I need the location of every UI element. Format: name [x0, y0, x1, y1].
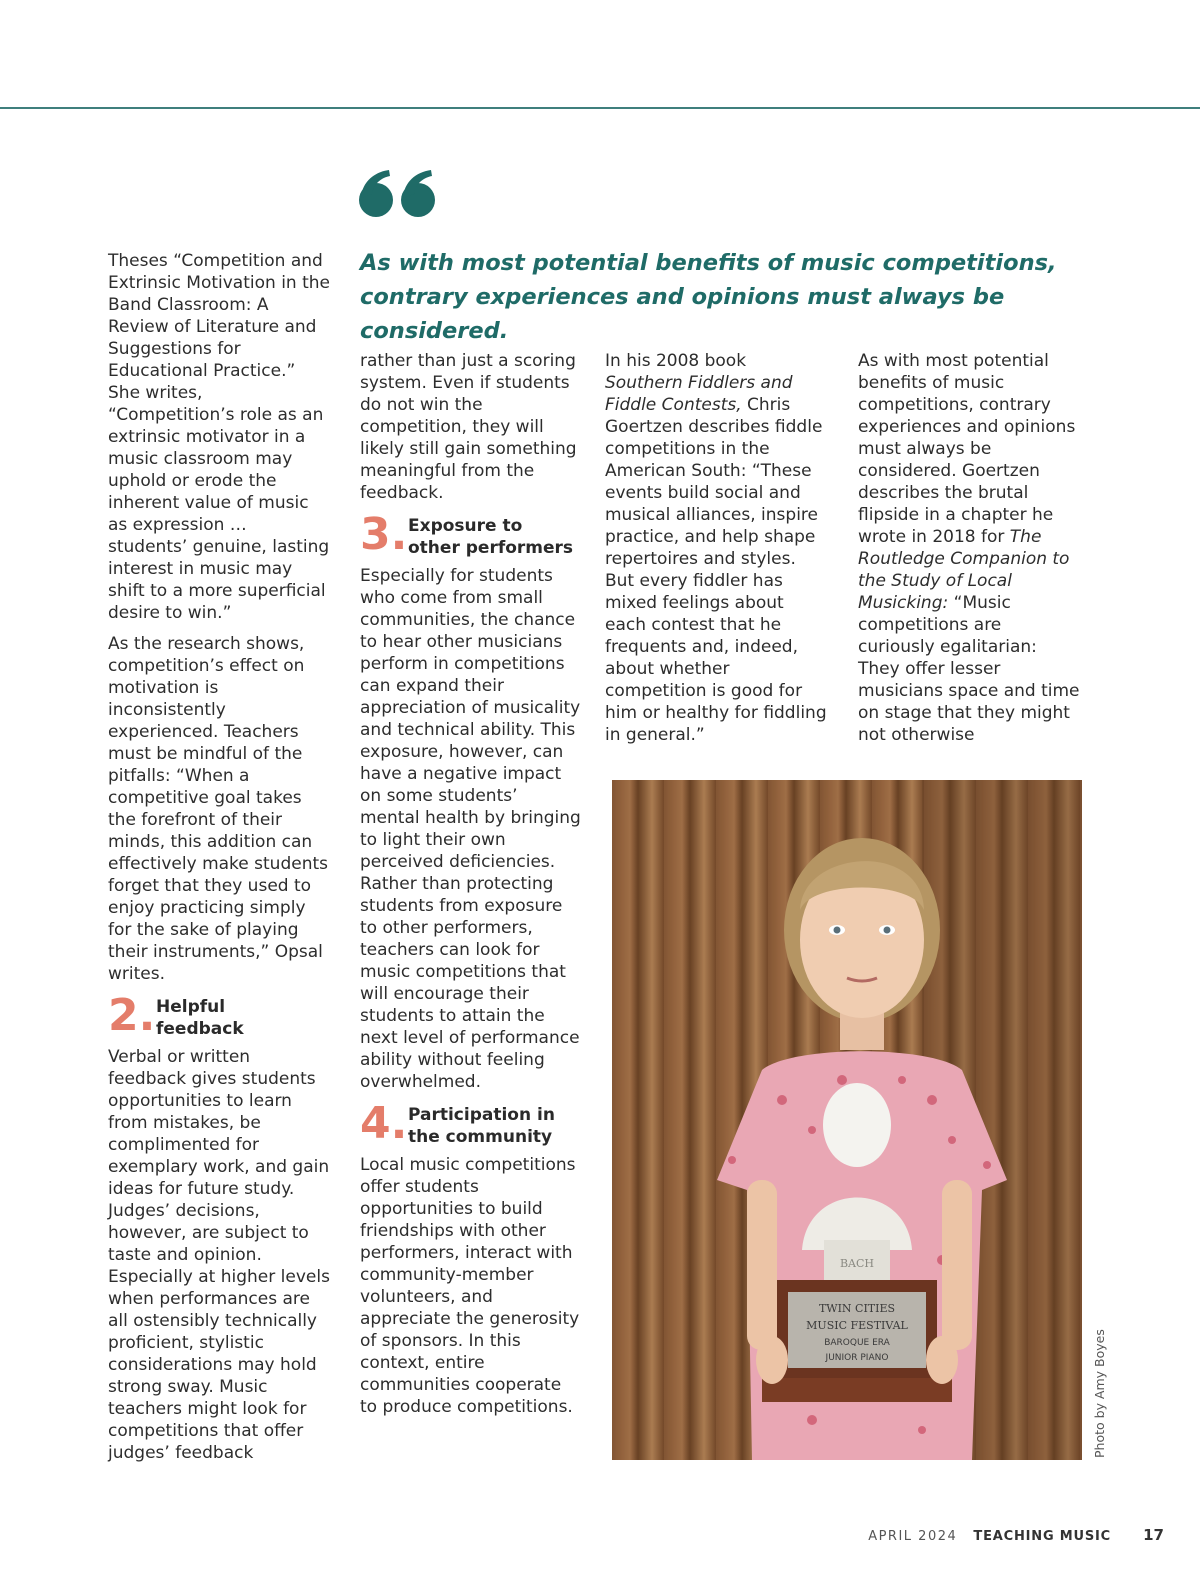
section-number: 3.: [360, 509, 408, 560]
section-number: 4.: [360, 1098, 408, 1149]
column-1: [108, 250, 330, 1473]
column-2: [360, 350, 582, 1427]
text-run: “Music competitions are curiously egalitarian: They offer lesser musicians space and time on stage that they might not otherwise: [858, 593, 1080, 745]
plaque-text: TWIN CITIES: [818, 1302, 896, 1315]
text-run: In his 2008 book: [605, 351, 747, 371]
paragraph: [858, 350, 1080, 746]
photo-girl-with-trophy: [612, 780, 1082, 1460]
page-number: 17: [1143, 1526, 1164, 1544]
paragraph: Verbal or written feedback gives students opportunities to learn from mistakes, be complimented for exemplary work, and gain ideas for future study. Judges’ decisions, however, are subject to taste and opinion. Especially at higher levels when performances are all ostensibly technically proficient, stylistic considerations may hold strong sway. Music teachers might look for competitions that offer judges’ feedback: [108, 1047, 330, 1463]
paragraph: Theses “Competition and Extrinsic Motivation in the Band Classroom: A Review of Literature and Suggestions for Educational Practice.” She writes, “Competition’s role as an extrinsic motivator in a music classroom may uphold or erode the inherent value of music as expression … students’ genuine, lasting interest in music may shift to a more superficial desire to win.”: [108, 251, 330, 623]
text-run: As with most potential benefits of music competitions, contrary experiences and opinions must always be considered. Goertzen describes the brutal flipside in a chapter he wrote in 2018 for: [858, 351, 1076, 547]
section-heading: Exposure to other performers: [408, 516, 574, 558]
book-title: The Routledge Companion to the Study of Local Musicking:: [858, 527, 1070, 613]
photo-credit: Photo by Amy Boyes: [1092, 1329, 1107, 1458]
column-4: [858, 350, 1080, 755]
subheading-2: [108, 990, 330, 1041]
paragraph: rather than just a scoring system. Even if students do not win the competition, they will likely still gain something meaningful from the feedback.: [360, 351, 577, 503]
paragraph: Especially for students who come from small communities, the chance to hear other musicians perform in competitions can expand their appreciation of musicality and technical ability. This exposure, however, can have a negative impact on some students’ mental health by bringing to light their own perceived deficiencies. Rather than protecting students from exposure to other performers, teachers can look for music competitions that will encourage their students to attain the next level of performance ability without feeling overwhelmed.: [360, 566, 581, 1092]
paragraph: [605, 350, 827, 746]
plaque-text: JUNIOR PIANO: [825, 1353, 889, 1363]
subheading-3: [360, 509, 582, 560]
section-heading: Helpful feedback: [156, 997, 244, 1039]
plaque-text: BAROQUE ERA: [824, 1338, 890, 1348]
issue-date: APRIL 2024: [868, 1529, 958, 1544]
page-footer: [868, 1526, 1164, 1544]
bust-label: BACH: [839, 1257, 875, 1270]
quotation-mark-icon: [356, 168, 440, 220]
column-3: [605, 350, 827, 755]
header-rule: [0, 107, 1200, 109]
section-number: 2.: [108, 990, 156, 1041]
paragraph: Local music competitions offer students opportunities to build friendships with other performers, interact with community-member volunteers, and appreciate the generosity of sponsors. In this context, entire communities cooperate to produce competitions.: [360, 1155, 580, 1417]
text-run: Chris Goertzen describes fiddle competitions in the American South: “These events build social and musical alliances, inspire practice, and help shape repertoires and styles. But every fiddler has mixed feelings about each contest that he frequents and, indeed, about whether competition is good for him or healthy for fiddling in general.”: [605, 395, 827, 745]
plaque-text: MUSIC FESTIVAL: [806, 1319, 908, 1332]
book-title: Southern Fiddlers and Fiddle Contests,: [605, 373, 793, 415]
subheading-4: [360, 1098, 582, 1149]
section-heading: Participation in the community: [408, 1105, 555, 1147]
publication-name: TEACHING MUSIC: [973, 1529, 1111, 1544]
pull-quote: As with most potential benefits of music competitions, contrary experiences and opinions must always be considered.: [360, 250, 1057, 344]
paragraph: As the research shows, competition’s effect on motivation is inconsistently experienced. Teachers must be mindful of the pitfalls: “When a competitive goal takes the forefront of their minds, this addition can effectively make students forget that they used to enjoy practicing simply for the sake of playing their instruments,” Opsal writes.: [108, 634, 328, 984]
